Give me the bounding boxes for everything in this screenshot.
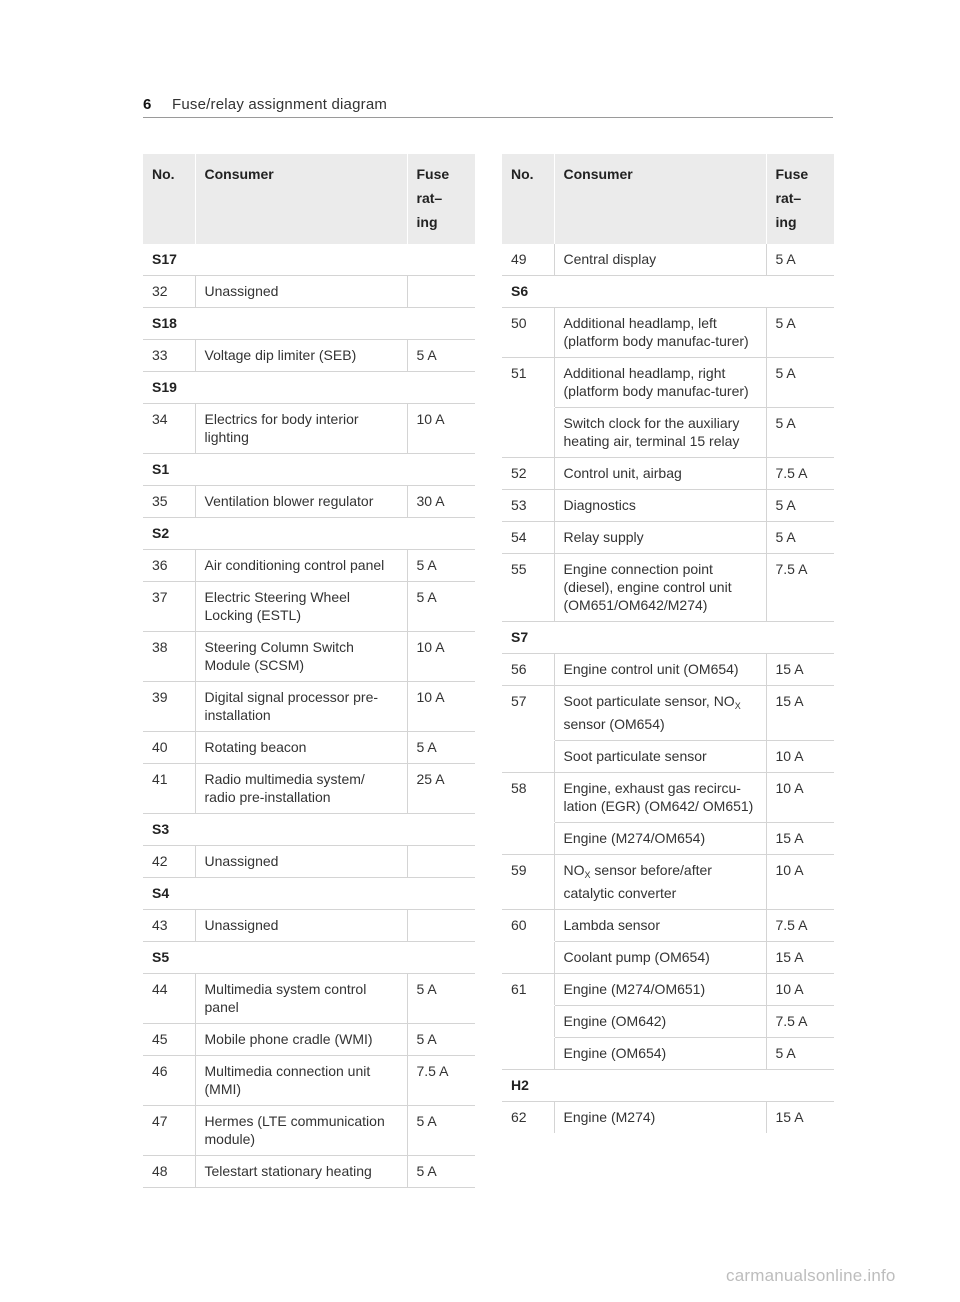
group-row <box>143 244 475 276</box>
row-consumer: Telestart stationary heating <box>195 1156 407 1188</box>
header-fuse-rating <box>407 154 475 244</box>
row-consumer: Multimedia connection unit (MMI) <box>195 1056 407 1106</box>
row-consumer: Unassigned <box>195 910 407 942</box>
row-fuse-rating: 5 A <box>766 358 834 408</box>
row-fuse-rating: 15 A <box>766 823 834 855</box>
group-label: S2 <box>143 518 475 550</box>
row-fuse-rating: 15 A <box>766 686 834 741</box>
table-row <box>502 308 834 358</box>
page-number: 6 <box>143 96 152 113</box>
row-consumer <box>554 686 766 741</box>
row-fuse-rating: 5 A <box>407 1106 475 1156</box>
row-number <box>502 1006 554 1038</box>
row-number: 50 <box>502 308 554 358</box>
row-fuse-rating: 15 A <box>766 942 834 974</box>
row-number: 62 <box>511 1109 527 1125</box>
row-fuse-rating: 10 A <box>766 974 834 1006</box>
group-row <box>502 276 834 308</box>
group-row <box>143 878 475 910</box>
row-consumer: Mobile phone cradle (WMI) <box>195 1024 407 1056</box>
row-fuse-rating: 7.5 A <box>766 554 834 622</box>
row-fuse-rating: 10 A <box>766 741 834 773</box>
row-number: 35 <box>143 486 195 518</box>
table-row <box>502 490 834 522</box>
row-number: 36 <box>143 550 195 582</box>
consumer-text-after: sensor before/after catalytic converter <box>563 862 712 901</box>
table-row <box>502 910 834 942</box>
table-row <box>502 773 834 823</box>
row-fuse-rating: 30 A <box>407 486 475 518</box>
row-number <box>502 741 554 773</box>
group-row <box>502 622 834 654</box>
row-consumer: Central display <box>554 244 766 276</box>
row-number: 46 <box>143 1056 195 1106</box>
group-row <box>502 1070 834 1102</box>
table-row <box>502 942 834 974</box>
table-row <box>502 458 834 490</box>
row-number: 44 <box>143 974 195 1024</box>
row-number: 38 <box>143 632 195 682</box>
row-fuse-rating: 25 A <box>407 764 475 814</box>
row-number: 41 <box>143 764 195 814</box>
header-fuse-rating <box>766 154 834 244</box>
table-row <box>502 823 834 855</box>
table-row <box>143 276 475 308</box>
row-consumer: Unassigned <box>195 846 407 878</box>
row-fuse-rating: 7.5 A <box>766 910 834 942</box>
table-row <box>143 1024 475 1056</box>
row-number: 37 <box>143 582 195 632</box>
table-row <box>143 582 475 632</box>
consumer-text: NO <box>563 862 585 878</box>
header-consumer: Consumer <box>195 154 407 244</box>
table-row <box>143 974 475 1024</box>
group-label: S4 <box>143 878 475 910</box>
table-row <box>502 1006 834 1038</box>
row-number: 49 <box>502 244 554 276</box>
group-row <box>143 372 475 404</box>
table-row <box>502 741 834 773</box>
row-consumer: Radio multimedia system/ radio pre-installation <box>195 764 407 814</box>
row-consumer: Electrics for body interior lighting <box>195 404 407 454</box>
table-row <box>143 550 475 582</box>
row-number: 48 <box>143 1156 195 1188</box>
row-consumer: Engine (M274/OM651) <box>554 974 766 1006</box>
group-label: H2 <box>502 1070 834 1102</box>
fuse-table-right <box>502 154 834 1133</box>
group-row <box>143 814 475 846</box>
row-number: 45 <box>143 1024 195 1056</box>
group-row <box>143 308 475 340</box>
row-consumer: Engine control unit (OM654) <box>554 654 766 686</box>
row-consumer: Additional headlamp, left (platform body manufac-turer) <box>554 308 766 358</box>
row-fuse-rating: 5 A <box>407 1024 475 1056</box>
row-number: 56 <box>502 654 554 686</box>
row-fuse-rating: 7.5 A <box>407 1056 475 1106</box>
table-row <box>143 910 475 942</box>
row-consumer: Air conditioning control panel <box>195 550 407 582</box>
watermark: carmanualsonline.info <box>726 1266 896 1285</box>
row-number <box>502 408 554 458</box>
row-fuse-rating: 5 A <box>407 732 475 764</box>
row-number: 57 <box>511 693 527 709</box>
table-header-row <box>502 154 834 244</box>
fuse-table-left <box>143 154 475 1188</box>
table-row <box>143 732 475 764</box>
row-number: 34 <box>143 404 195 454</box>
row-consumer: Digital signal processor pre-installation <box>195 682 407 732</box>
row-fuse-rating: 5 A <box>766 522 834 554</box>
row-number: 51 <box>511 365 527 381</box>
row-fuse-rating: 7.5 A <box>766 458 834 490</box>
row-fuse-rating: 5 A <box>407 340 475 372</box>
row-fuse-rating: 5 A <box>766 244 834 276</box>
row-consumer: Engine (M274) <box>554 1102 766 1134</box>
row-number: 55 <box>502 554 554 622</box>
row-consumer: Hermes (LTE communication module) <box>195 1106 407 1156</box>
row-fuse-rating <box>407 910 475 942</box>
group-row <box>143 454 475 486</box>
row-number <box>502 942 554 974</box>
table-row <box>143 404 475 454</box>
table-row <box>502 358 834 408</box>
row-number: 60 <box>511 917 527 933</box>
table-row <box>502 244 834 276</box>
header-no: No. <box>502 154 554 244</box>
row-consumer: Soot particulate sensor <box>554 741 766 773</box>
header-consumer: Consumer <box>554 154 766 244</box>
table-row <box>502 974 834 1006</box>
row-fuse-rating <box>407 276 475 308</box>
row-fuse-rating: 10 A <box>766 773 834 823</box>
row-number: 59 <box>502 855 554 910</box>
group-row <box>143 518 475 550</box>
table-row <box>143 632 475 682</box>
group-label: S5 <box>143 942 475 974</box>
page-header <box>143 96 833 118</box>
row-fuse-rating: 7.5 A <box>766 1006 834 1038</box>
row-consumer: Ventilation blower regulator <box>195 486 407 518</box>
row-number <box>502 1038 554 1070</box>
row-consumer: Engine connection point (diesel), engine control unit (OM651/OM642/M274) <box>554 554 766 622</box>
row-number: 33 <box>143 340 195 372</box>
row-consumer: Diagnostics <box>554 490 766 522</box>
row-fuse-rating: 5 A <box>766 490 834 522</box>
row-number: 47 <box>143 1106 195 1156</box>
row-number: 39 <box>143 682 195 732</box>
row-number: 54 <box>502 522 554 554</box>
row-consumer: Coolant pump (OM654) <box>554 942 766 974</box>
table-row <box>143 846 475 878</box>
table-row <box>502 686 834 741</box>
row-fuse-rating: 15 A <box>766 654 834 686</box>
row-consumer: Engine (M274/OM654) <box>554 823 766 855</box>
row-fuse-rating: 10 A <box>766 855 834 910</box>
table-header-row <box>143 154 475 244</box>
table-row <box>143 1056 475 1106</box>
row-consumer: Voltage dip limiter (SEB) <box>195 340 407 372</box>
row-fuse-rating: 5 A <box>766 308 834 358</box>
row-fuse-rating: 10 A <box>407 632 475 682</box>
row-consumer: Switch clock for the auxiliary heating air, terminal 15 relay <box>554 408 766 458</box>
group-label: S7 <box>502 622 834 654</box>
row-fuse-rating <box>407 846 475 878</box>
row-consumer: Multimedia system control panel <box>195 974 407 1024</box>
row-consumer: Control unit, airbag <box>554 458 766 490</box>
group-label: S19 <box>143 372 475 404</box>
row-fuse-rating: 10 A <box>407 682 475 732</box>
row-number: 42 <box>143 846 195 878</box>
row-number <box>502 823 554 855</box>
table-row <box>143 682 475 732</box>
consumer-subscript: X <box>584 870 591 880</box>
group-label: S1 <box>143 454 475 486</box>
table-row <box>502 554 834 622</box>
row-fuse-rating: 5 A <box>407 550 475 582</box>
row-fuse-rating: 5 A <box>407 582 475 632</box>
row-consumer <box>554 855 766 910</box>
row-number: 52 <box>502 458 554 490</box>
row-fuse-rating: 15 A <box>766 1102 834 1134</box>
table-row <box>502 522 834 554</box>
row-fuse-rating: 5 A <box>766 408 834 458</box>
table-row <box>143 1106 475 1156</box>
header-no: No. <box>143 154 195 244</box>
group-label: S18 <box>143 308 475 340</box>
header-fuse-line1: Fuse <box>775 166 809 182</box>
table-row <box>502 855 834 910</box>
row-consumer: Electric Steering Wheel Locking (ESTL) <box>195 582 407 632</box>
row-fuse-rating: 5 A <box>407 974 475 1024</box>
row-fuse-rating: 10 A <box>407 404 475 454</box>
header-fuse-line3: ing <box>775 214 797 230</box>
row-consumer: Engine (OM654) <box>554 1038 766 1070</box>
header-fuse-line2: rat– <box>775 190 802 206</box>
row-consumer: Additional headlamp, right (platform body manufac-turer) <box>554 358 766 408</box>
row-consumer: Engine (OM642) <box>554 1006 766 1038</box>
row-fuse-rating: 5 A <box>407 1156 475 1188</box>
group-row <box>143 942 475 974</box>
row-number: 61 <box>511 981 527 997</box>
group-label: S17 <box>143 244 475 276</box>
header-fuse-line3: ing <box>416 214 438 230</box>
consumer-text: Soot particulate sensor, NO <box>563 693 735 709</box>
row-number: 40 <box>143 732 195 764</box>
row-consumer: Steering Column Switch Module (SCSM) <box>195 632 407 682</box>
row-consumer: Rotating beacon <box>195 732 407 764</box>
table-row <box>143 1156 475 1188</box>
row-consumer: Engine, exhaust gas recircu-lation (EGR) (OM642/ OM651) <box>554 773 766 823</box>
page-title: Fuse/relay assignment diagram <box>172 96 388 113</box>
table-row <box>502 654 834 686</box>
consumer-subscript: X <box>734 701 741 711</box>
consumer-text-after: sensor (OM654) <box>563 716 665 732</box>
header-fuse-line1: Fuse <box>416 166 450 182</box>
table-row <box>502 1102 834 1134</box>
row-number: 58 <box>511 780 527 796</box>
table-row <box>143 764 475 814</box>
row-number: 32 <box>143 276 195 308</box>
row-fuse-rating: 5 A <box>766 1038 834 1070</box>
group-label: S3 <box>143 814 475 846</box>
group-label: S6 <box>502 276 834 308</box>
row-number: 43 <box>143 910 195 942</box>
row-consumer: Unassigned <box>195 276 407 308</box>
header-fuse-line2: rat– <box>416 190 443 206</box>
table-row <box>143 340 475 372</box>
row-number: 53 <box>502 490 554 522</box>
row-consumer: Lambda sensor <box>554 910 766 942</box>
table-row <box>502 1038 834 1070</box>
row-consumer: Relay supply <box>554 522 766 554</box>
table-row <box>502 408 834 458</box>
table-row <box>143 486 475 518</box>
